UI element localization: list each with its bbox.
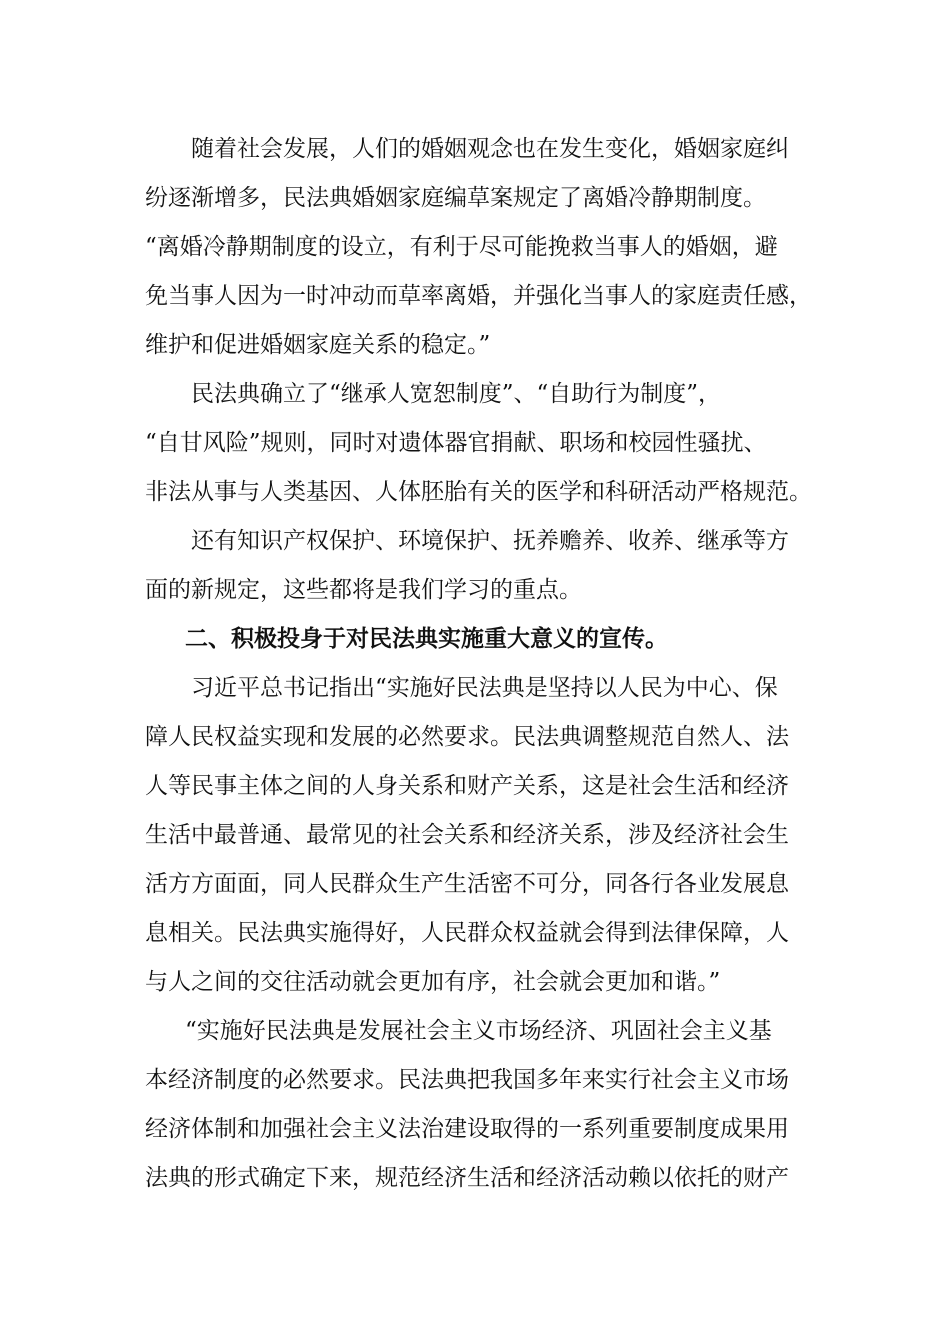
- paragraph-2-line-2: “自甘风险”规则，同时对遗体器官捐献、职场和校园性骚扰、: [145, 430, 767, 456]
- paragraph-5-line-1: “实施好民法典是发展社会主义市场经济、巩固社会主义基: [185, 1018, 772, 1044]
- paragraph-2-line-1: 民法典确立了“继承人宽恕制度”、“自助行为制度”，: [191, 381, 722, 407]
- paragraph-1-line-4: 免当事人因为一时冲动而草率离婚，并强化当事人的家庭责任感，: [145, 283, 812, 309]
- paragraph-4-line-6: 息相关。民法典实施得好，人民群众权益就会得到法律保障，人: [145, 920, 789, 946]
- paragraph-1-line-1: 随着社会发展，人们的婚姻观念也在发生变化，婚姻家庭纠: [191, 136, 789, 162]
- paragraph-5-line-2: 本经济制度的必然要求。民法典把我国多年来实行社会主义市场: [145, 1067, 789, 1093]
- paragraph-1-line-5: 维护和促进婚姻家庭关系的稳定。”: [145, 332, 491, 358]
- paragraph-3-line-2: 面的新规定，这些都将是我们学习的重点。: [145, 577, 582, 603]
- paragraph-4-line-3: 人等民事主体之间的人身关系和财产关系，这是社会生活和经济: [145, 773, 789, 799]
- paragraph-4-line-7: 与人之间的交往活动就会更加有序，社会就会更加和谐。”: [145, 969, 721, 995]
- paragraph-5-line-4: 法典的形式确定下来，规范经济生活和经济活动赖以依托的财产: [145, 1165, 789, 1191]
- paragraph-1-line-2: 纷逐渐增多，民法典婚姻家庭编草案规定了离婚冷静期制度。: [145, 185, 766, 211]
- section-heading: 二、积极投身于对民法典实施重大意义的宣传。: [185, 626, 668, 652]
- paragraph-2-line-3: 非法从事与人类基因、人体胚胎有关的医学和科研活动严格规范。: [145, 479, 812, 505]
- paragraph-4-line-5: 活方方面面，同人民群众生产生活密不可分，同各行各业发展息: [145, 871, 789, 897]
- paragraph-5-line-3: 经济体制和加强社会主义法治建设取得的一系列重要制度成果用: [145, 1116, 789, 1142]
- paragraph-3-line-1: 还有知识产权保护、环境保护、抚养赡养、收养、继承等方: [191, 528, 789, 554]
- paragraph-4-line-1: 习近平总书记指出“实施好民法典是坚持以人民为中心、保: [191, 675, 778, 701]
- paragraph-4-line-2: 障人民权益实现和发展的必然要求。民法典调整规范自然人、法: [145, 724, 789, 750]
- paragraph-4-line-4: 生活中最普通、最常见的社会关系和经济关系，涉及经济社会生: [145, 822, 789, 848]
- paragraph-1-line-3: “离婚冷静期制度的设立，有利于尽可能挽救当事人的婚姻，避: [145, 234, 778, 260]
- document-body: [145, 125, 812, 1203]
